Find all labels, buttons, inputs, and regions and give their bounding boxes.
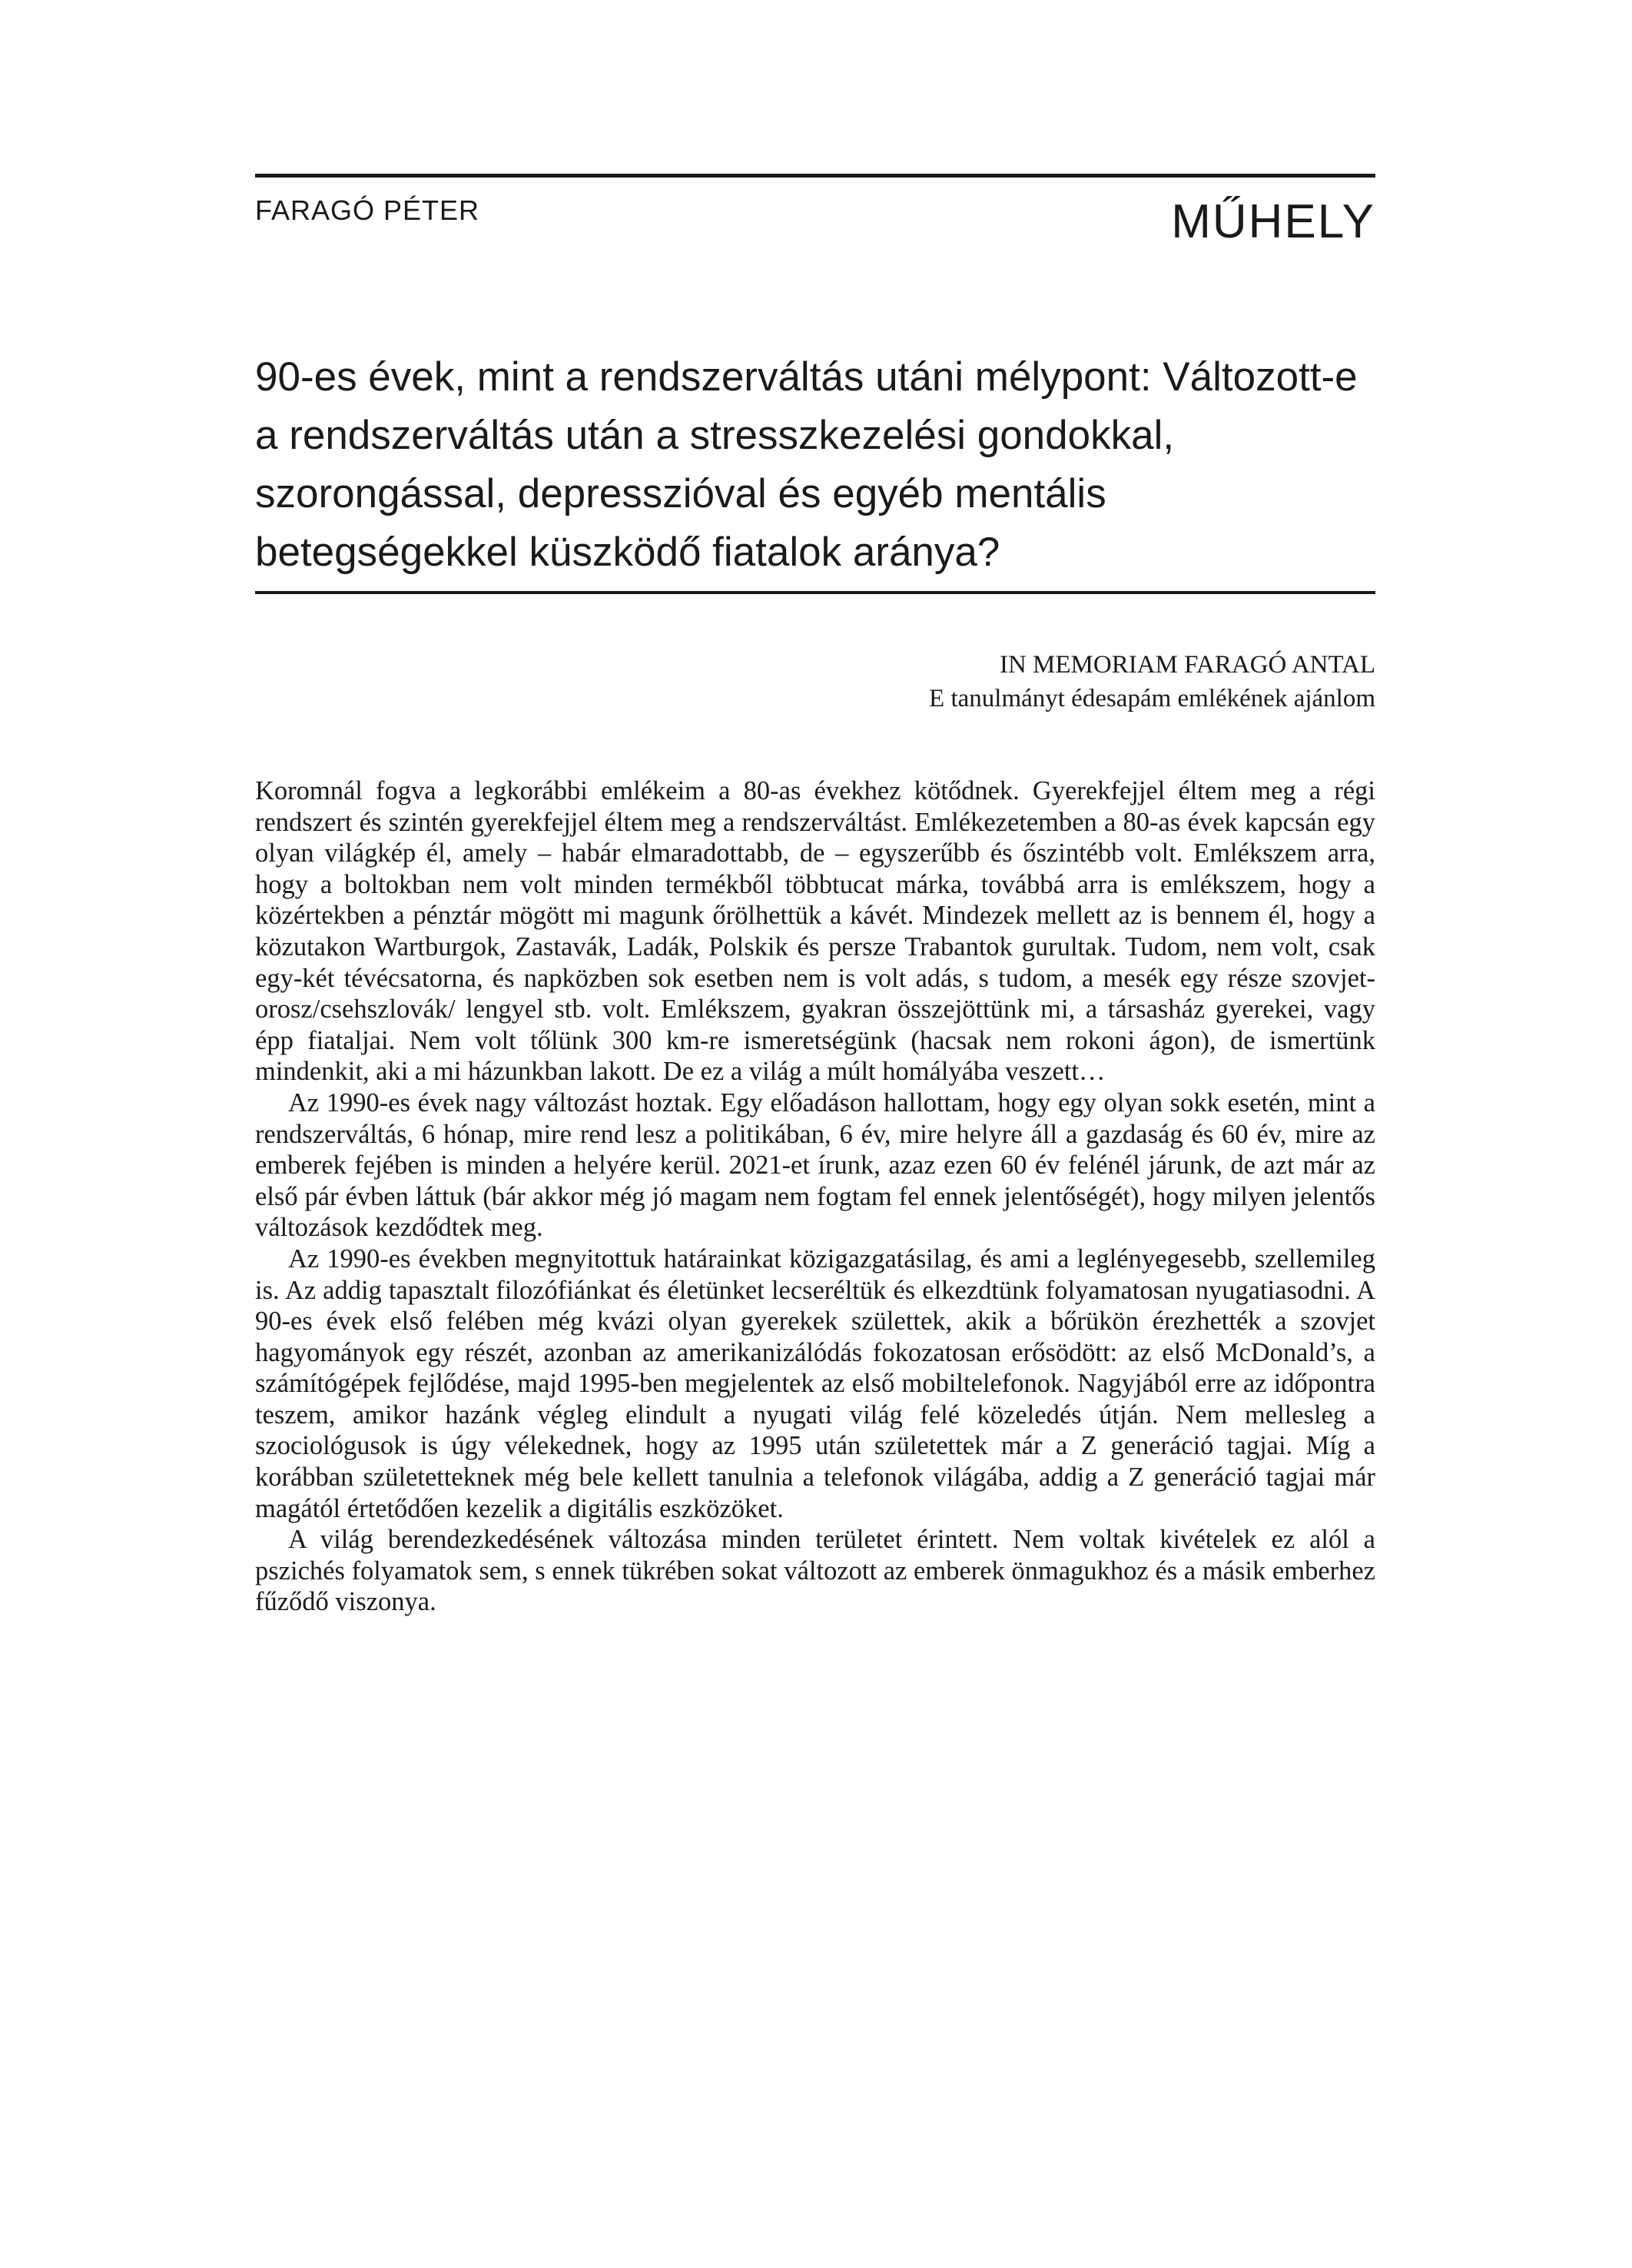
paragraph-2: Az 1990-es évek nagy változást hoztak. Egy előadáson hallottam, hogy egy olyan sokk esetén, mint a rendszerváltás, 6 hónap, mire rend lesz a politikában, 6 év, mire helyre áll a gazdaság és 60 év, mire az emberek fejében is minden a helyére kerül. 2021-et írunk, azaz ezen 60 év felénél járunk, de azt már az első pár évben láttuk (bár akkor még jó magam nem fogtam fel ennek jelentőségét), hogy milyen jelentős változások kezdődtek meg.	[255, 1088, 1375, 1243]
article-body	[255, 775, 1375, 1618]
paragraph-3: Az 1990-es években megnyitottuk határainkat közigazgatásilag, és ami a leglényegesebb, szellemileg is. Az addig tapasztalt filozófiánkat és életünket lecseréltük és elkezdtünk folyamatosan nyugatiasodni. A 90-es évek első felében még kvázi olyan gyerekek születtek, akik a bőrükön érezhették a szovjet hagyományok egy részét, azonban az amerikanizálódás fokozatosan erősödött: az első McDonald’s, a számítógépek fejlődése, majd 1995-ben megjelentek az első mobiltelefonok. Nagyjából erre az időpontra teszem, amikor hazánk végleg elindult a nyugati világ felé közeledés útján. Nem mellesleg a szociológusok is úgy vélekednek, hogy az 1995 után születettek már a Z generáció tagjai. Míg a korábban születetteknek még bele kellett tanulnia a telefonok világába, addig a Z generáció tagjai már magától értetődően kezelik a digitális eszközöket.	[255, 1244, 1375, 1523]
article-title: 90-es évek, mint a rendszerváltás utáni mélypont: Változott-e a rendszerváltás után a stresszkezelési gondokkal, szorongással, depresszióval és egyéb mentális betegségekkel küszködő fiatalok aránya?	[255, 354, 1358, 575]
author-name: FARAGÓ PÉTER	[255, 194, 480, 226]
dedication	[255, 648, 1375, 716]
paragraph-4: A világ berendezkedésének változása minden területet érintett. Nem voltak kivételek ez alól a pszichés folyamatok sem, s ennek tükrében sokat változott az emberek önmagukhoz és a másik emberhez fűződő viszonya.	[255, 1525, 1375, 1617]
section-label: MŰHELY	[1171, 195, 1375, 248]
dedication-line-2: E tanulmányt édesapám emlékének ajánlom	[929, 685, 1375, 712]
title-rule	[255, 591, 1375, 594]
paragraph-1: Koromnál fogva a legkorábbi emlékeim a 80-as évekhez kötődnek. Gyerekfejjel éltem meg a régi rendszert és szintén gyerekfejjel éltem meg a rendszerváltást. Emlékezetemben a 80-as évek kapcsán egy olyan világkép él, amely – habár elmaradottabb, de – egyszerűbb és őszintébb volt. Emlékszem arra, hogy a boltokban nem volt minden termékből többtucat márka, továbbá arra is emlékszem, hogy a közértekben a pénztár mögött mi magunk őrölhettük a kávét. Mindezek mellett az is bennem él, hogy a közutakon Wartburgok, Zastavák, Ladák, Polskik és persze Trabantok gurultak. Tudom, nem volt, csak egy-két tévécsatorna, és napközben sok esetben nem is volt adás, s tudom, a mesék egy része szovjet-orosz/csehszlovák/ lengyel stb. volt. Emlékszem, gyakran összejöttünk mi, a társasház gyerekei, vagy épp fiataljai. Nem volt tőlünk 300 km-re ismeretségünk (hacsak nem rokoni ágon), de ismertünk mindenkit, aki a mi házunkban lakott. De ez a világ a múlt homályába veszett…	[255, 776, 1375, 1087]
running-header	[255, 178, 1375, 251]
page	[255, 174, 1375, 1618]
dedication-line-1: IN MEMORIAM FARAGÓ ANTAL	[999, 651, 1375, 679]
